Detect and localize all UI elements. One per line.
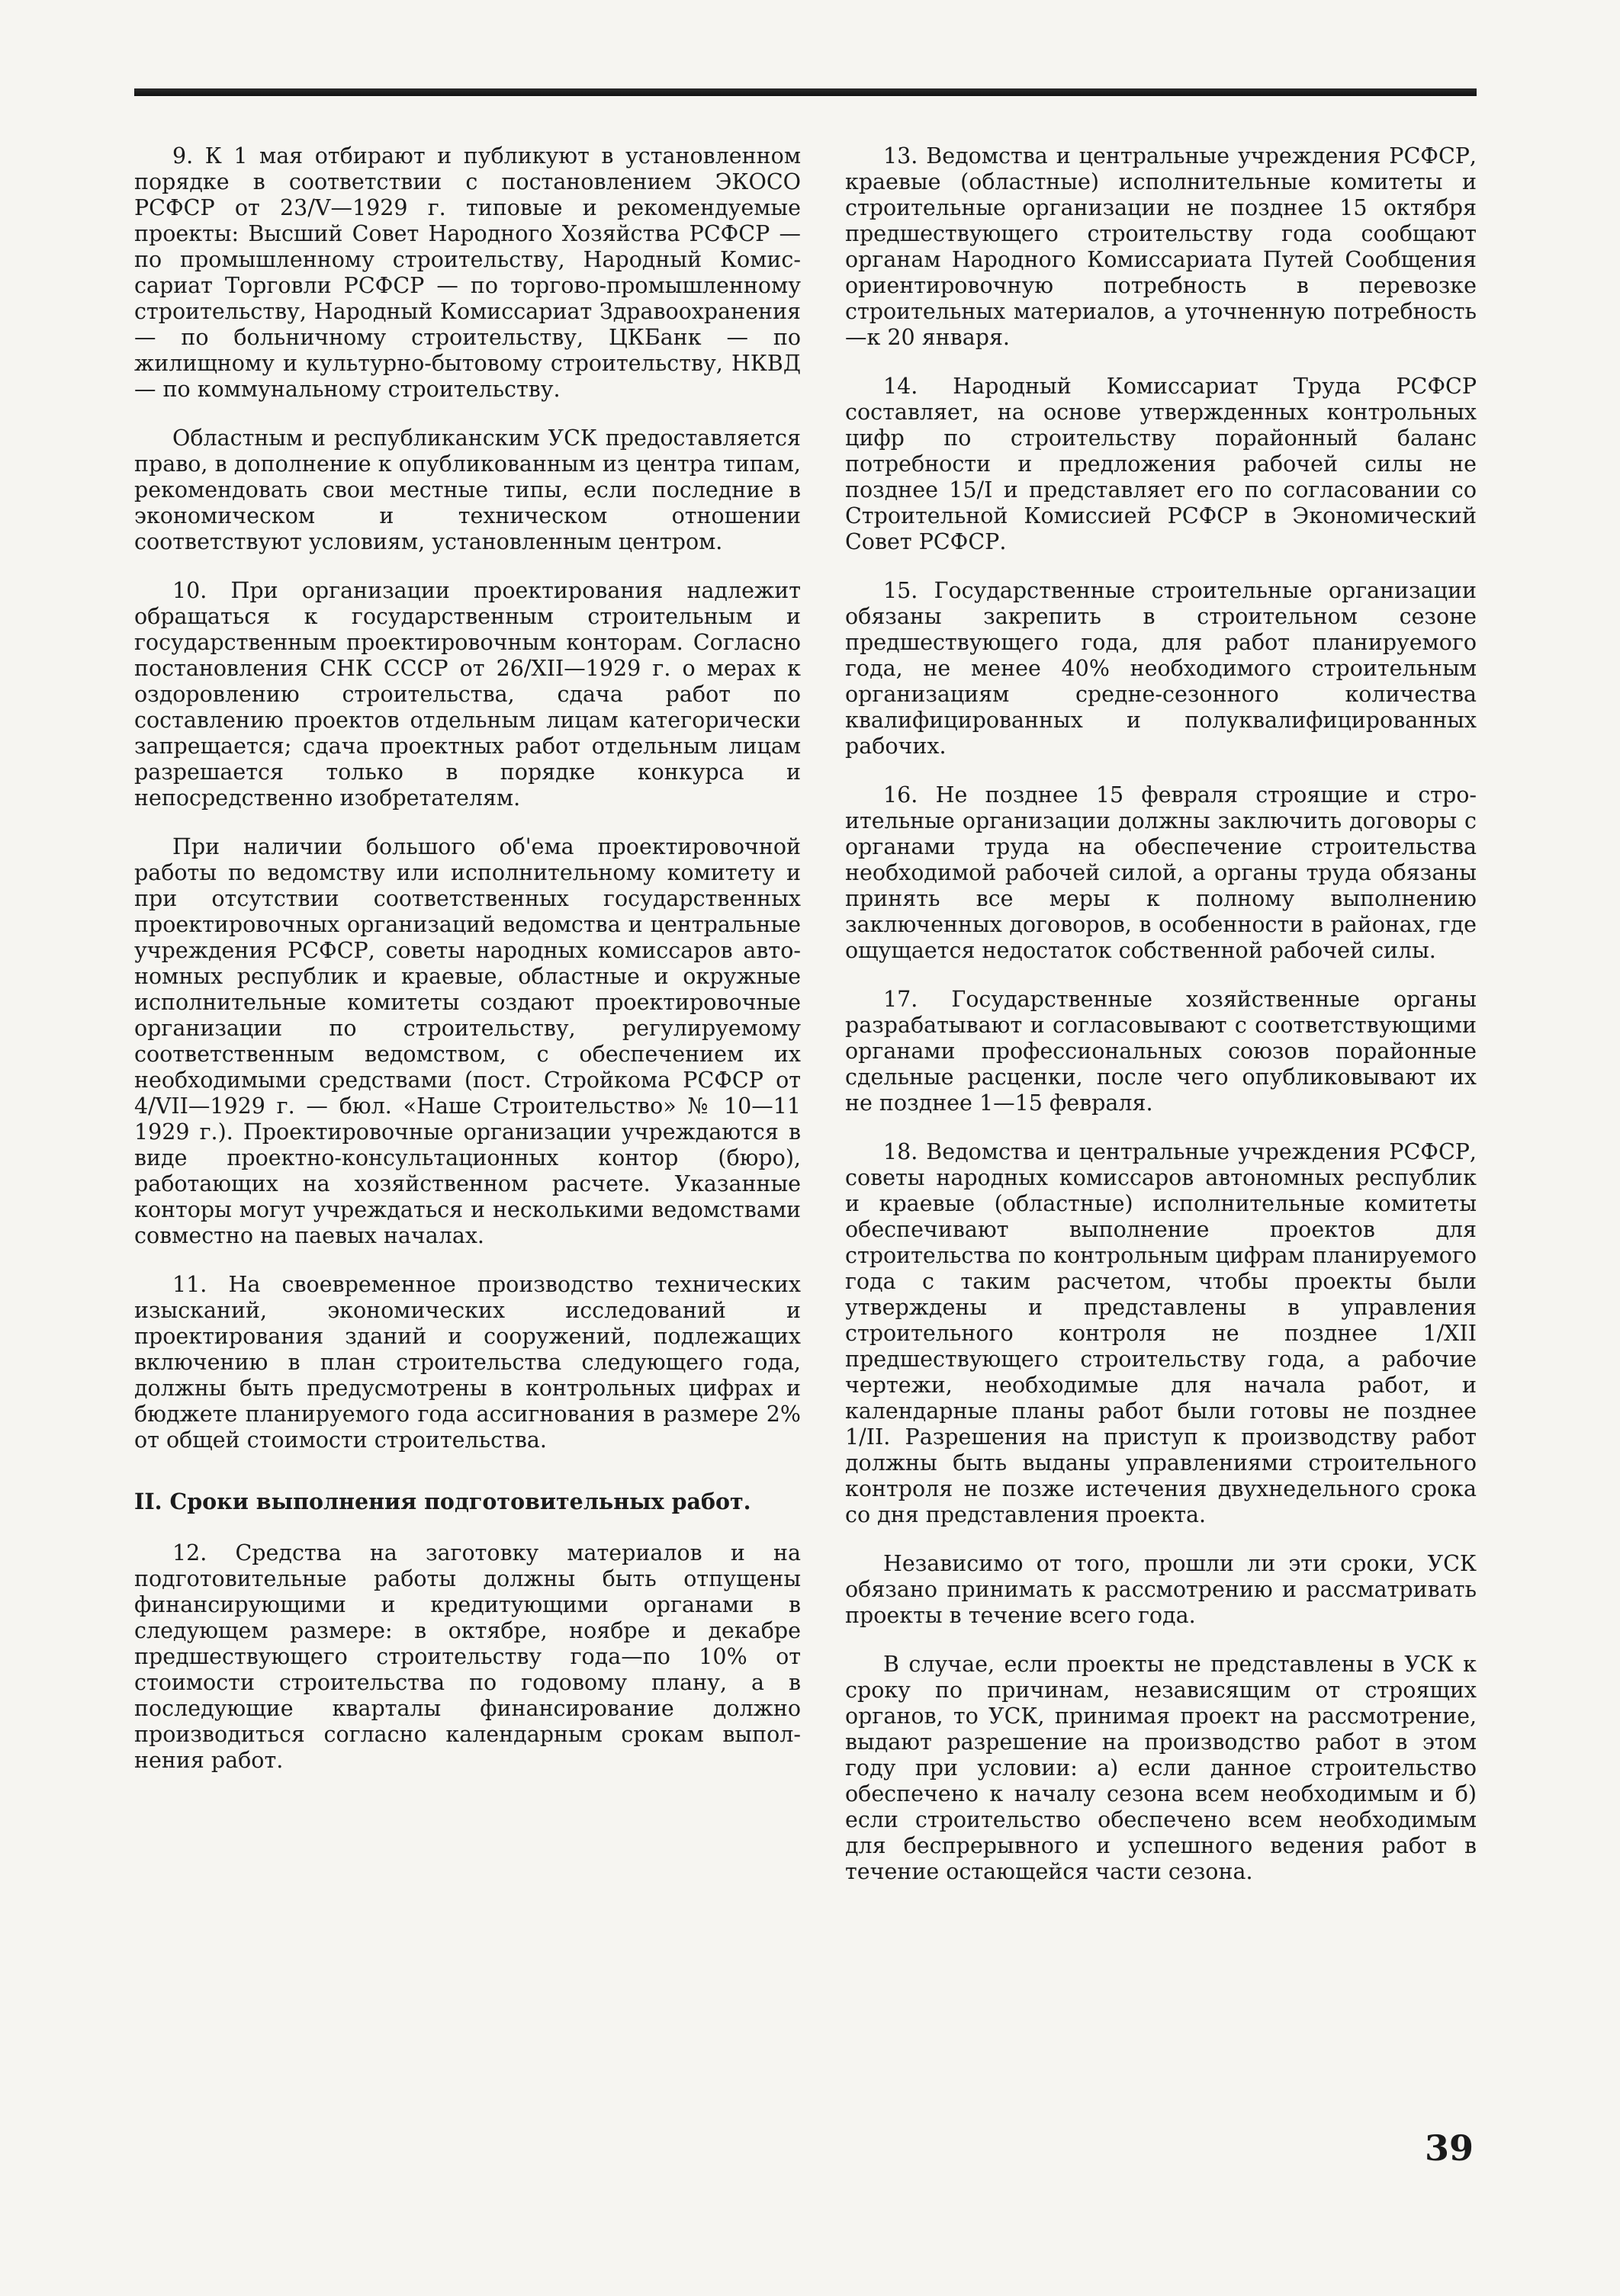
paragraph-11: 11. На своевременное производство технических изысканий, экономических исследований и проектирования зданий и сооружений, подлежащих включению в план строительства следующего года, должны быть предусмотрены в контрольных цифрах и бюджете планируемого года ассигнования в размере 2% от общей стоимости строительства. [134,1272,801,1453]
section-heading: II. Сроки выполнения подготовительных работ. [134,1488,751,1514]
paragraph-17: 17. Государственные хозяйственные органы разрабатывают и согласовывают с соответствующими органами профессиональных союзов порайонные сдельные расценки, после чего опубликовывают их не позднее 1—15 февраля. [845,987,1477,1116]
paragraph-18-conditions: В случае, если проекты не представлены в УСК к сроку по причинам, независящим от строящих органов, то УСК, принимая проект на рассмотрение, выдают разрешение на производство работ в этом году при условии: а) если данное строительство обеспечено к началу сезона всем необходимым и б) если строительство обеспечено всем необходимым для беспрерывного и успешного ведения работ в течение остающейся части сезона. [845,1652,1477,1884]
page-number: 39 [1425,2127,1474,2169]
paragraph-18: 18. Ведомства и центральные учреждения РСФСР, советы народных комиссаров автономных республик и краевые (областные) исполнительные комитеты обеспечивают выполнение проектов для строительства по контрольным цифрам планируемого года с таким расчетом, чтобы проекты были утверждены и представлены в управления строительного контроля не позднее 1/XII предшествующего строительству года, а рабочие чертежи, необходимые для начала работ, и календарные планы работ были готовы не позднее 1/II. Разрешения на приступ к производству работ должны быть выданы управлениями строительного контроля не позже истечения двухнедельного срока со дня представления проекта. [845,1139,1477,1527]
paragraph-16: 16. Не позднее 15 февраля строящие и строительные организации должны заключить договоры с органами труда на обеспечение строительства необходимой рабочей силой, а органы труда обязаны принять все меры к полному выполнению заключенных договоров, в особенности в районах, где ощущается недостаток собственной рабочей силы. [845,782,1477,963]
paragraph-10: 10. При организации проектирования надлежит обращаться к государственным строительным и государственным проектировочным конторам. Согласно постановления СНК СССР от 26/XII—1929 г. о мерах к оздоровлению строительства, сдача работ по составлению проектов отдельным лицам категорически запрещается; сдача проектных работ отдельным лицам разрешается только в порядке конкурса и непосредственно изобретателям. [134,578,801,811]
right-column [845,143,1477,1908]
left-column [134,143,801,1797]
paragraph-12: 12. Средства на заготовку материалов и на подготовительные работы должны быть отпущены финансирующими и кредитующими органами в следующем размере: в октябре, ноябре и декабре предшествующего строительству года—по 10% от стоимости строительства по годовому плану, а в последующие кварталы финансирование должно производиться согласно календарным срокам выполнения работ. [134,1540,801,1773]
paragraph-10-continuation: При наличии большого об'ема проектировочной работы по ведомству или исполнительному комитету и при отсутствии соответственных государственных проектировочных организаций ведомства и центральные учреждения РСФСР, советы народных комиссаров автономных республик и краевые, областные и окружные исполнительные комитеты создают проектировочные организации по строительству, регулируемому соответственным ведомством, с обеспечением их необходимыми средствами (пост. Стройкома РСФСР от 4/VII—1929 г. — бюл. «Наше Строительство» № 10—11 1929 г.). Проектировочные организации учреждаются в виде проектно-консультационных контор (бюро), работающих на хозяйственном расчете. Указанные конторы могут учреждаться и несколькими ведомствами совместно на паевых началах. [134,834,801,1248]
paragraph-14: 14. Народный Комиссариат Труда РСФСР составляет, на основе утвержденных контрольных цифр по строительству порайонный баланс потребности и предложения рабочей силы не позднее 15/I и представляет его по согласовании со Строительной Комиссией РСФСР в Экономический Совет РСФСР. [845,374,1477,554]
paragraph-13: 13. Ведомства и центральные учреждения РСФСР, краевые (областные) исполнительные комитеты и строительные организации не позднее 15 октября предшествующего строительству года сообщают органам Народного Комиссариата Путей Сообщения ориентировочную потребность в перевозке строительных материалов, а уточненную потребность—к 20 января. [845,143,1477,350]
paragraph-18-continuation: Независимо от того, прошли ли эти сроки, УСК обязано принимать к рассмотрению и рассматривать проекты в течение всего года. [845,1551,1477,1628]
paragraph-9: 9. К 1 мая отбирают и публикуют в установленном порядке в соответствии с постановлением ЭКОСО РСФСР от 23/V—1929 г. типовые и рекомендуемые проекты: Высший Совет Народного Хозяйства РСФСР — по промышленному строительству, Народный Комиссариат Торговли РСФСР — по торгово-промышленному строительству, Народный Комиссариат Здравоохранения — по больничному строительству, ЦКБанк — по жилищному и культурно-бытовому строительству, НКВД — по коммунальному строительству. [134,143,801,402]
paragraph-15: 15. Государственные строительные организации обязаны закрепить в строительном сезоне предшествующего года, для работ планируемого года, не менее 40% необходимого строительным организациям средне-сезонного количества квалифицированных и полуквалифицированных рабочих. [845,578,1477,759]
paragraph-9-continuation: Областным и республиканским УСК предоставляется право, в дополнение к опубликованным из центра типам, рекомендовать свои местные типы, если последние в экономическом и техническом отношении соответствуют условиям, установленным центром. [134,425,801,554]
top-rule [134,88,1477,96]
